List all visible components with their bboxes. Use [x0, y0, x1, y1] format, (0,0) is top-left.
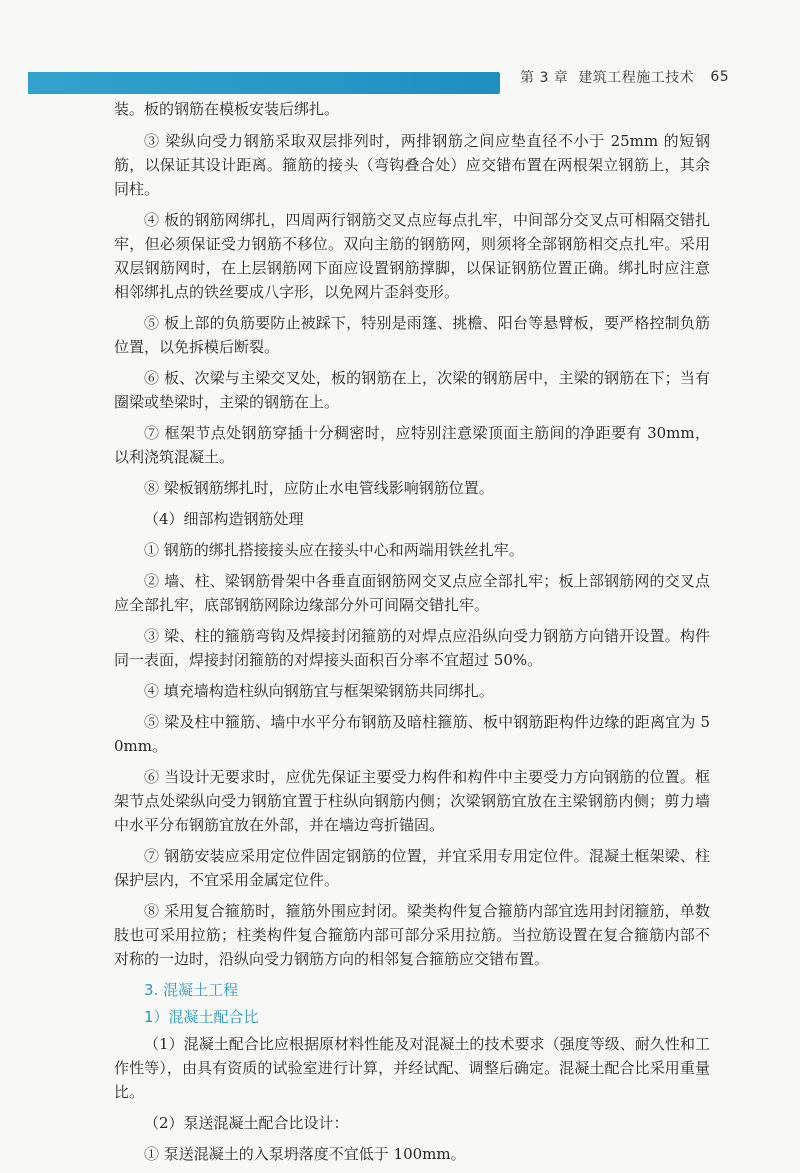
body-paragraph: ⑧ 梁板钢筋绑扎时，应防止水电管线影响钢筋位置。 — [144, 479, 494, 497]
body-paragraph: （2）泵送混凝土配合比设计： — [144, 1114, 349, 1132]
body-paragraph: ⑤ 梁及柱中箍筋、墙中水平分布钢筋及暗柱箍筋、板中钢筋距构件边缘的距离宜为 50mm。 — [114, 713, 710, 755]
main-content — [114, 97, 710, 1173]
body-paragraph: ⑧ 采用复合箍筋时，箍筋外围应封闭。梁类构件复合箍筋内部宜选用封闭箍筋，单数肢也可采用拉筋；柱类构件复合箍筋内部可部分采用拉筋。当拉筋设置在复合箍筋内部不对称的一边时，沿纵向受力钢筋方向的相邻复合箍筋应交错布置。 — [114, 902, 710, 968]
body-paragraph: 装。板的钢筋在模板安装后绑扎。 — [114, 100, 340, 118]
body-paragraph: ③ 梁纵向受力钢筋采取双层排列时，两排钢筋之间应垫直径不小于 25mm 的短钢筋，以保证其设计距离。箍筋的接头（弯钩叠合处）应交错布置在两根架立钢筋上，其余同柱。 — [114, 132, 710, 198]
section-subheading: （4）细部构造钢筋处理 — [144, 510, 304, 528]
body-paragraph: ⑦ 钢筋安装应采用定位件固定钢筋的位置，并宜采用专用定位件。混凝土框架梁、柱保护层内，不宜采用金属定位件。 — [114, 847, 710, 889]
body-paragraph: ② 墙、柱、梁钢筋骨架中各垂直面钢筋网交叉点应全部扎牢；板上部钢筋网的交叉点应全部扎牢，底部钢筋网除边缘部分外可间隔交错扎牢。 — [114, 572, 710, 614]
chapter-label: 第 3 章 — [520, 70, 569, 86]
body-paragraph: ⑦ 框架节点处钢筋穿插十分稠密时，应特别注意梁顶面主筋间的净距要有 30mm，以利浇筑混凝土。 — [114, 424, 710, 466]
header-accent-bar — [28, 72, 500, 94]
body-paragraph: ① 泵送混凝土的入泵坍落度不宜低于 100mm。 — [144, 1145, 466, 1163]
chapter-title: 建筑工程施工技术 — [578, 70, 695, 86]
body-paragraph: ⑤ 板上部的负筋要防止被踩下，特别是雨篷、挑檐、阳台等悬臂板，要严格控制负筋位置，以免拆模后断裂。 — [114, 314, 710, 356]
body-paragraph: （1）混凝土配合比应根据原材料性能及对混凝土的技术要求（强度等级、耐久性和工作性等），由具有资质的试验室进行计算，并经试配、调整后确定。混凝土配合比采用重量比。 — [114, 1035, 710, 1101]
subsection-title: 1）混凝土配合比 — [144, 1008, 259, 1026]
body-paragraph: ① 钢筋的绑扎搭接接头应在接头中心和两端用铁丝扎牢。 — [144, 541, 524, 559]
page-number: 65 — [710, 69, 730, 85]
running-header — [520, 64, 772, 90]
body-paragraph: ④ 板的钢筋网绑扎，四周两行钢筋交叉点应每点扎牢，中间部分交叉点可相隔交错扎牢，但必须保证受力钢筋不移位。双向主筋的钢筋网，则须将全部钢筋相交点扎牢。采用双层钢筋网时，在上层钢筋网下面应设置钢筋撑脚，以保证钢筋位置正确。绑扎时应注意相邻绑扎点的铁丝要成八字形，以免网片歪斜变形。 — [114, 211, 710, 301]
body-paragraph: ⑥ 板、次梁与主梁交叉处，板的钢筋在上，次梁的钢筋居中，主梁的钢筋在下；当有圈梁或垫梁时，主梁的钢筋在上。 — [114, 369, 710, 411]
body-paragraph: ⑥ 当设计无要求时，应优先保证主要受力构件和构件中主要受力方向钢筋的位置。框架节点处梁纵向受力钢筋宜置于柱纵向钢筋内侧；次梁钢筋宜放在主梁钢筋内侧；剪力墙中水平分布钢筋宜放在外部，并在墙边弯折锚固。 — [114, 768, 710, 834]
body-paragraph: ③ 梁、柱的箍筋弯钩及焊接封闭箍筋的对焊点应沿纵向受力钢筋方向错开设置。构件同一表面，焊接封闭箍筋的对焊接头面积百分率不宜超过 50%。 — [114, 627, 710, 669]
section-title: 3. 混凝土工程 — [144, 981, 239, 999]
body-paragraph: ④ 填充墙构造柱纵向钢筋宜与框架梁钢筋共同绑扎。 — [144, 682, 494, 700]
